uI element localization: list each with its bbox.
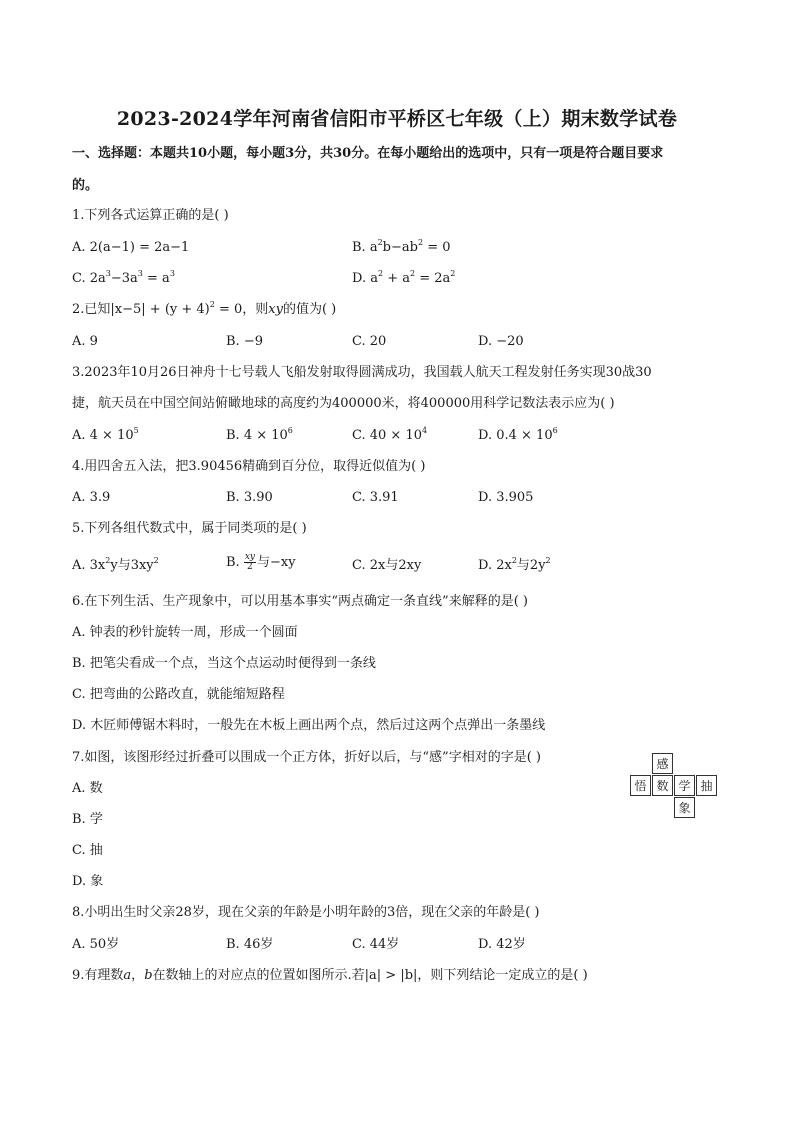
q1-option-d: D. $a^2 + a^2 = 2a^2$ — [352, 268, 456, 286]
q8-option-b: B. 46岁 — [226, 937, 274, 952]
q1-option-a: A. 2(a−1) = 2a−1 — [72, 240, 190, 255]
q3-stem-line1: 3.2023年10月26日神舟十七号载人飞船发射取得圆满成功，我国载人航天工程发射任务实现30战30 — [72, 365, 652, 380]
q4-stem: 4.用四舍五入法，把3.90456精确到百分位，取得近似值为( ) — [72, 459, 426, 474]
q6-stem: 6.在下列生活、生产现象中，可以用基本事实“两点确定一条直线”来解释的是( ) — [72, 594, 528, 609]
q7-option-d: D. 象 — [72, 874, 104, 889]
cube-cell-row-1: 悟 — [630, 775, 651, 796]
q4-option-a: A. 3.9 — [72, 490, 111, 505]
q2-option-a: A. 9 — [72, 334, 98, 349]
q1-stem: 1.下列各式运算正确的是( ) — [72, 208, 229, 223]
section-heading: 一、选择题：本题共10小题，每小题3分，共30分。在每小题给出的选项中，只有一项是符合题目要求 — [72, 146, 664, 161]
q4-option-d: D. 3.905 — [478, 490, 534, 505]
q9-stem: 9.有理数a，b在数轴上的对应点的位置如图所示.若|a| > |b|，则下列结论一定成立的是( ) — [72, 968, 588, 983]
q2-option-d: D. −20 — [478, 334, 524, 349]
q7-option-a: A. 数 — [72, 781, 103, 796]
q1-option-b: B. $a^2b-ab^2 = 0$ — [352, 237, 451, 255]
q5-fraction: $\frac{xy}{2}$ — [244, 552, 255, 572]
q5-option-a: A. $3x^2y$与$3xy^2$ — [72, 555, 159, 573]
q6-option-c: C. 把弯曲的公路改直，就能缩短路程 — [72, 687, 285, 702]
q7-stem: 7.如图，该图形经过折叠可以围成一个正方体，折好以后，与“感”字相对的字是( ) — [72, 750, 541, 765]
q2-stem: 2.已知$|x-5| + (y + 4)^2 = 0$，则xy的值为( ) — [72, 299, 337, 317]
q8-option-d: D. 42岁 — [478, 937, 526, 952]
q2-option-c: C. 20 — [352, 334, 387, 349]
q5-option-b: B. $\frac{xy}{2}$ 与−xy — [226, 552, 296, 572]
q3-option-b: B. $4 \times 10^6$ — [226, 425, 293, 443]
q6-option-d: D. 木匠师傅锯木料时，一般先在木板上画出两个点，然后过这两个点弹出一条墨线 — [72, 718, 546, 733]
q6-option-a: A. 钟表的秒针旋转一周，形成一个圆面 — [72, 625, 298, 640]
q5-option-c: C. 2x与2xy — [352, 558, 422, 573]
q5-stem: 5.下列各组代数式中，属于同类项的是( ) — [72, 521, 307, 536]
q7-option-b: B. 学 — [72, 812, 103, 827]
q4-option-c: C. 3.91 — [352, 490, 399, 505]
q3-option-d: D. $0.4 \times 10^6$ — [478, 425, 558, 443]
section-heading-cont: 的。 — [72, 178, 99, 193]
cube-cell-top: 感 — [652, 753, 673, 774]
cube-cell-bottom: 象 — [674, 797, 695, 818]
q8-option-a: A. 50岁 — [72, 937, 120, 952]
q8-option-c: C. 44岁 — [352, 937, 400, 952]
q3-option-a: A. $4 \times 10^5$ — [72, 425, 139, 443]
cube-net-figure — [630, 753, 722, 819]
q4-option-b: B. 3.90 — [226, 490, 273, 505]
q3-option-c: C. $40 \times 10^4$ — [352, 425, 428, 443]
q1-option-c: C. $2a^3-3a^3 = a^3$ — [72, 268, 175, 286]
q7-option-c: C. 抽 — [72, 843, 103, 858]
q2-option-b: B. −9 — [226, 334, 263, 349]
q5-option-d: D. $2x^2$与$2y^2$ — [478, 555, 551, 573]
q6-option-b: B. 把笔尖看成一个点，当这个点运动时便得到一条线 — [72, 656, 376, 671]
cube-cell-row-4: 抽 — [696, 775, 717, 796]
q3-stem-line2: 捷，航天员在中国空间站俯瞰地球的高度约为400000米，将400000用科学记数法表示应为( ) — [72, 396, 615, 411]
exam-title: 2023-2024学年河南省信阳市平桥区七年级（上）期末数学试卷 — [116, 108, 678, 130]
cube-cell-row-2: 数 — [652, 775, 673, 796]
cube-cell-row-3: 学 — [674, 775, 695, 796]
q8-stem: 8.小明出生时父亲28岁，现在父亲的年龄是小明年龄的3倍，现在父亲的年龄是( ) — [72, 905, 540, 920]
